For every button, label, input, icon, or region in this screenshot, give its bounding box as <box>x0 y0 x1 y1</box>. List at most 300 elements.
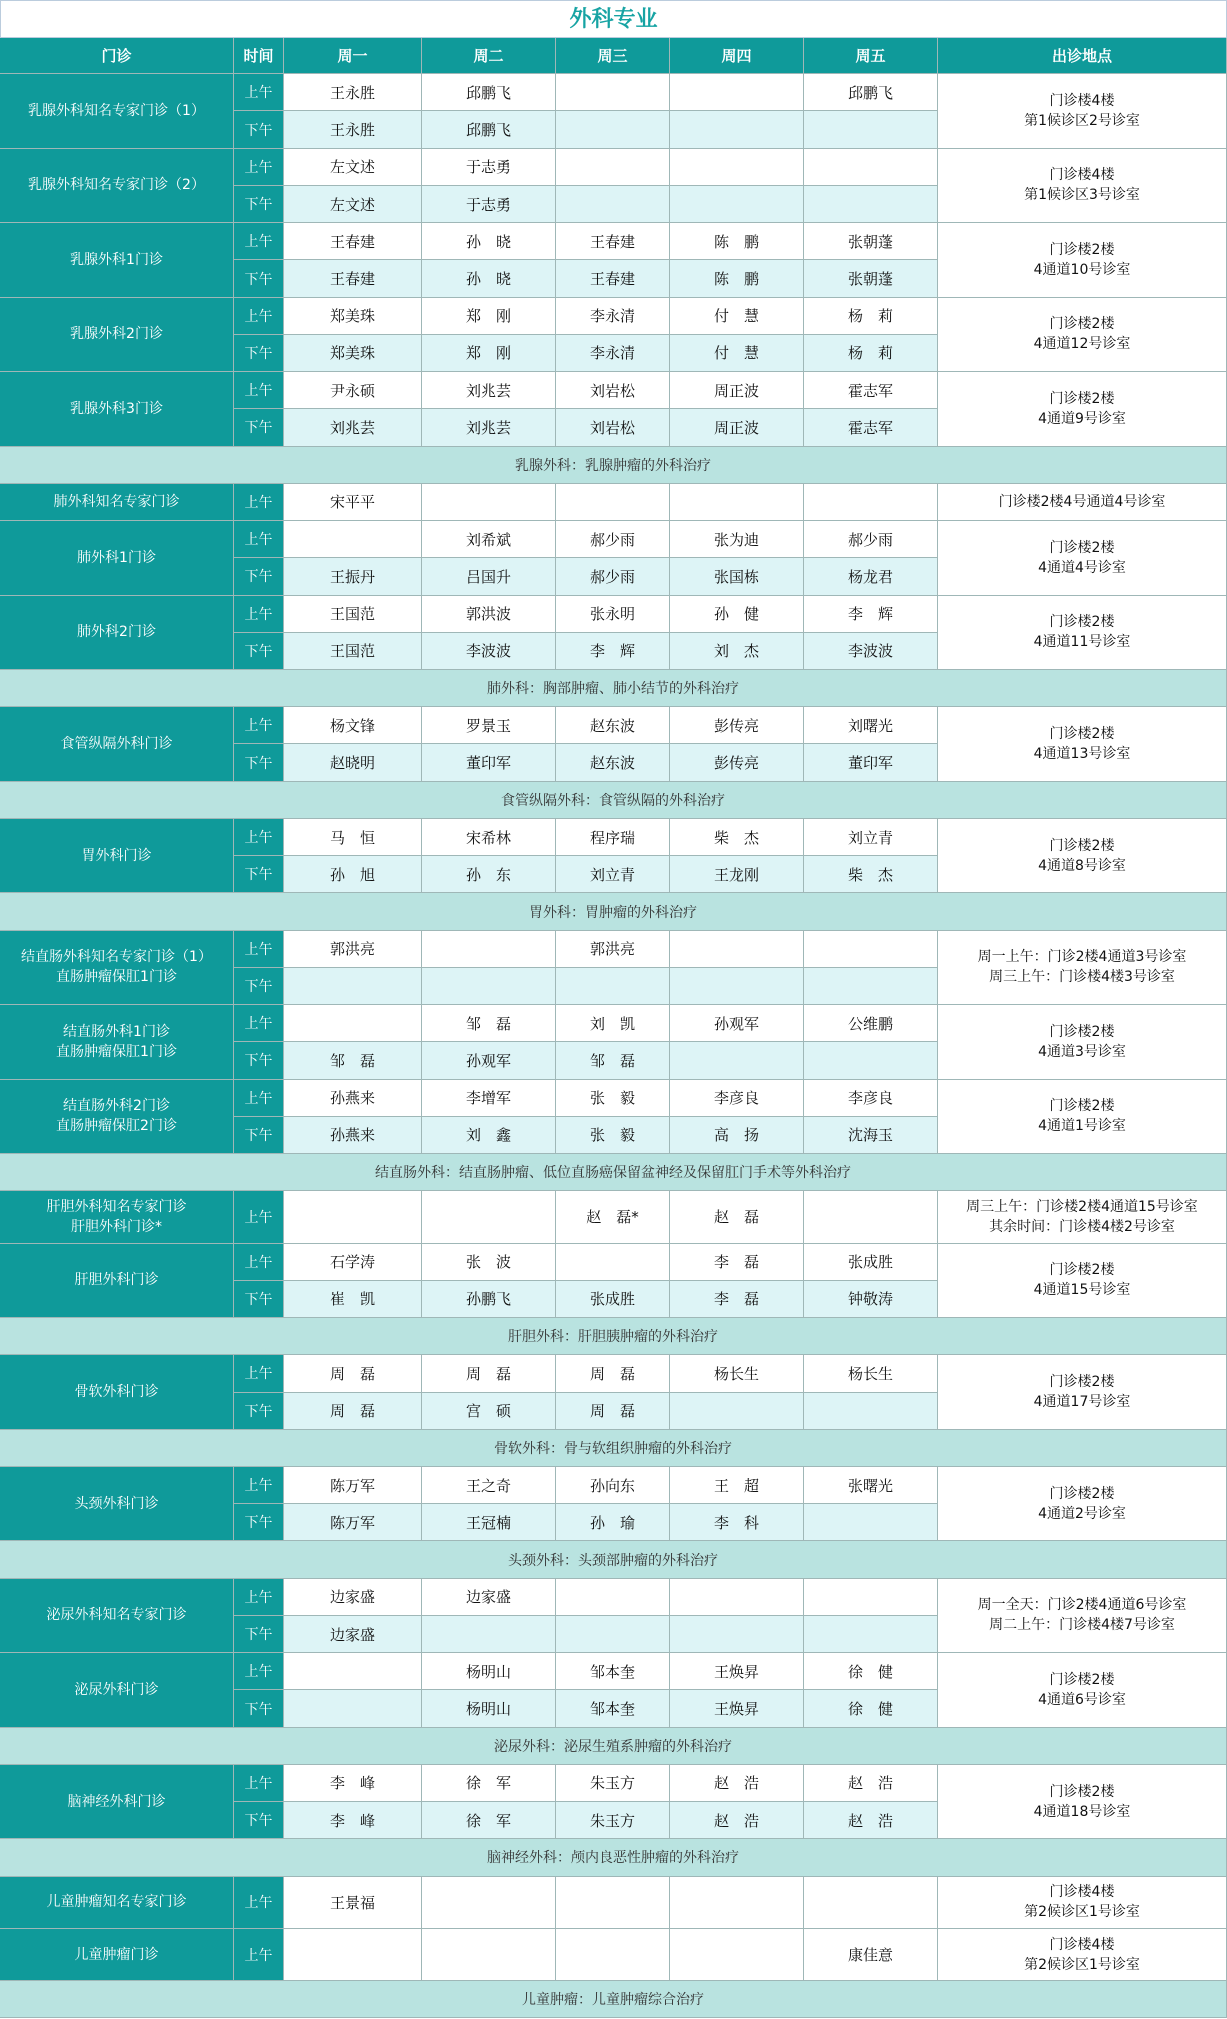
doctor-cell: 陈万军 <box>284 1504 422 1541</box>
doctor-cell: 邹 磊 <box>284 1042 422 1079</box>
doctor-cell <box>804 931 938 968</box>
doctor-cell: 杨明山 <box>422 1653 556 1690</box>
doctor-cell: 郝少雨 <box>556 521 670 558</box>
doctor-cell: 邱鹏飞 <box>422 111 556 148</box>
doctor-cell <box>670 1579 804 1616</box>
doctor-cell <box>804 1042 938 1079</box>
doctor-cell: 孙 晓 <box>422 223 556 260</box>
doctor-cell: 邹本奎 <box>556 1653 670 1690</box>
doctor-cell: 孙燕来 <box>284 1080 422 1117</box>
section-note: 胃外科：胃肿瘤的外科治疗 <box>0 893 1227 930</box>
clinic-location: 门诊楼2楼 4通道10号诊室 <box>938 223 1227 297</box>
doctor-cell: 杨文锋 <box>284 707 422 744</box>
doctor-cell <box>804 149 938 186</box>
doctor-cell: 周 磊 <box>284 1355 422 1392</box>
doctor-cell <box>422 1877 556 1929</box>
doctor-cell <box>556 111 670 148</box>
doctor-cell <box>556 1929 670 1981</box>
doctor-cell: 张为迪 <box>670 521 804 558</box>
clinic-name: 乳腺外科3门诊 <box>0 372 234 446</box>
doctor-cell <box>670 74 804 111</box>
doctor-cell: 刘 鑫 <box>422 1117 556 1154</box>
clinic-name: 食管纵隔外科门诊 <box>0 707 234 781</box>
doctor-cell: 徐 健 <box>804 1653 938 1690</box>
clinic-location: 门诊楼2楼 4通道2号诊室 <box>938 1467 1227 1541</box>
doctor-cell: 邱鹏飞 <box>422 74 556 111</box>
doctor-cell <box>284 521 422 558</box>
time-slot: 上午 <box>234 1877 284 1929</box>
doctor-cell: 付 慧 <box>670 298 804 335</box>
doctor-cell <box>670 968 804 1005</box>
doctor-cell: 李波波 <box>804 633 938 670</box>
clinic-location: 周一上午：门诊2楼4通道3号诊室 周三上午：门诊楼4楼3号诊室 <box>938 931 1227 1005</box>
doctor-cell: 王景福 <box>284 1877 422 1929</box>
doctor-cell <box>804 1191 938 1243</box>
doctor-cell: 刘兆芸 <box>422 372 556 409</box>
doctor-cell <box>422 1191 556 1243</box>
doctor-cell: 赵 浩 <box>804 1765 938 1802</box>
doctor-cell: 杨明山 <box>422 1690 556 1727</box>
doctor-cell: 赵 磊 <box>670 1191 804 1243</box>
doctor-cell: 罗景玉 <box>422 707 556 744</box>
clinic-location: 门诊楼2楼 4通道13号诊室 <box>938 707 1227 781</box>
doctor-cell: 宋希林 <box>422 819 556 856</box>
time-slot: 下午 <box>234 968 284 1005</box>
doctor-cell: 康佳意 <box>804 1929 938 1981</box>
doctor-cell <box>670 931 804 968</box>
clinic-name: 结直肠外科1门诊 直肠肿瘤保肛1门诊 <box>0 1005 234 1079</box>
doctor-cell: 王春建 <box>284 223 422 260</box>
doctor-cell <box>804 484 938 521</box>
column-header: 门诊 <box>0 38 234 74</box>
doctor-cell: 孙向东 <box>556 1467 670 1504</box>
clinic-location: 门诊楼2楼 4通道6号诊室 <box>938 1653 1227 1727</box>
column-header: 周二 <box>422 38 556 74</box>
clinic-location: 门诊楼2楼 4通道12号诊室 <box>938 298 1227 372</box>
doctor-cell <box>284 1929 422 1981</box>
doctor-cell: 柴 杰 <box>804 856 938 893</box>
doctor-cell: 李 科 <box>670 1504 804 1541</box>
time-slot: 上午 <box>234 1579 284 1616</box>
doctor-cell <box>804 1579 938 1616</box>
time-slot: 下午 <box>234 558 284 595</box>
doctor-cell: 孙 瑜 <box>556 1504 670 1541</box>
time-slot: 上午 <box>234 1191 284 1243</box>
doctor-cell: 周 磊 <box>556 1355 670 1392</box>
doctor-cell: 郑美珠 <box>284 335 422 372</box>
time-slot: 下午 <box>234 633 284 670</box>
clinic-location: 门诊楼2楼 4通道4号诊室 <box>938 521 1227 595</box>
page-title: 外科专业 <box>0 0 1227 38</box>
time-slot: 下午 <box>234 335 284 372</box>
doctor-cell: 李 磊 <box>670 1244 804 1281</box>
doctor-cell <box>556 1616 670 1653</box>
doctor-cell: 董印军 <box>422 744 556 781</box>
doctor-cell <box>556 1877 670 1929</box>
doctor-cell: 吕国升 <box>422 558 556 595</box>
time-slot: 上午 <box>234 931 284 968</box>
doctor-cell <box>670 484 804 521</box>
section-note: 泌尿外科：泌尿生殖系肿瘤的外科治疗 <box>0 1728 1227 1765</box>
clinic-name: 肝胆外科知名专家门诊 肝胆外科门诊* <box>0 1191 234 1243</box>
doctor-cell <box>556 74 670 111</box>
column-header: 时间 <box>234 38 284 74</box>
section-note: 儿童肿瘤：儿童肿瘤综合治疗 <box>0 1981 1227 2018</box>
column-header: 周五 <box>804 38 938 74</box>
clinic-location: 门诊楼2楼 4通道15号诊室 <box>938 1244 1227 1318</box>
doctor-cell: 周 磊 <box>422 1355 556 1392</box>
doctor-cell: 张 毅 <box>556 1117 670 1154</box>
section-note: 头颈外科：头颈部肿瘤的外科治疗 <box>0 1541 1227 1578</box>
clinic-name: 脑神经外科门诊 <box>0 1765 234 1839</box>
doctor-cell: 高 扬 <box>670 1117 804 1154</box>
clinic-location: 门诊楼2楼4号通道4号诊室 <box>938 484 1227 521</box>
doctor-cell: 彭传亮 <box>670 744 804 781</box>
doctor-cell: 张成胜 <box>556 1281 670 1318</box>
doctor-cell: 王春建 <box>556 260 670 297</box>
doctor-cell: 邹本奎 <box>556 1690 670 1727</box>
doctor-cell: 陈万军 <box>284 1467 422 1504</box>
clinic-location: 门诊楼4楼 第1候诊区3号诊室 <box>938 149 1227 223</box>
doctor-cell: 赵晓明 <box>284 744 422 781</box>
doctor-cell: 郝少雨 <box>556 558 670 595</box>
clinic-location: 周一全天：门诊2楼4通道6号诊室 周二上午：门诊楼4楼7号诊室 <box>938 1579 1227 1653</box>
doctor-cell: 张朝蓬 <box>804 260 938 297</box>
column-header: 周三 <box>556 38 670 74</box>
doctor-cell: 宋平平 <box>284 484 422 521</box>
time-slot: 下午 <box>234 1042 284 1079</box>
column-header: 周一 <box>284 38 422 74</box>
time-slot: 下午 <box>234 1393 284 1430</box>
section-note: 脑神经外科：颅内良恶性肿瘤的外科治疗 <box>0 1839 1227 1876</box>
doctor-cell: 王国范 <box>284 596 422 633</box>
clinic-name: 泌尿外科门诊 <box>0 1653 234 1727</box>
clinic-location: 门诊楼2楼 4通道1号诊室 <box>938 1080 1227 1154</box>
doctor-cell: 尹永硕 <box>284 372 422 409</box>
doctor-cell: 张朝蓬 <box>804 223 938 260</box>
doctor-cell: 刘岩松 <box>556 372 670 409</box>
doctor-cell: 霍志军 <box>804 409 938 446</box>
doctor-cell: 郭洪波 <box>422 596 556 633</box>
doctor-cell <box>284 968 422 1005</box>
clinic-name: 肺外科1门诊 <box>0 521 234 595</box>
time-slot: 上午 <box>234 372 284 409</box>
section-note: 食管纵隔外科：食管纵隔的外科治疗 <box>0 782 1227 819</box>
doctor-cell: 王之奇 <box>422 1467 556 1504</box>
doctor-cell <box>804 1877 938 1929</box>
clinic-name: 骨软外科门诊 <box>0 1355 234 1429</box>
doctor-cell: 霍志军 <box>804 372 938 409</box>
time-slot: 下午 <box>234 1802 284 1839</box>
clinic-location: 门诊楼4楼 第2候诊区1号诊室 <box>938 1877 1227 1929</box>
doctor-cell: 刘希斌 <box>422 521 556 558</box>
doctor-cell: 柴 杰 <box>670 819 804 856</box>
doctor-cell: 郑美珠 <box>284 298 422 335</box>
time-slot: 上午 <box>234 1080 284 1117</box>
doctor-cell: 周正波 <box>670 409 804 446</box>
doctor-cell: 杨长生 <box>804 1355 938 1392</box>
section-note: 肝胆外科：肝胆胰肿瘤的外科治疗 <box>0 1318 1227 1355</box>
doctor-cell: 张成胜 <box>804 1244 938 1281</box>
doctor-cell: 彭传亮 <box>670 707 804 744</box>
doctor-cell: 王振丹 <box>284 558 422 595</box>
doctor-cell: 赵 浩 <box>670 1765 804 1802</box>
doctor-cell: 李波波 <box>422 633 556 670</box>
clinic-location: 门诊楼4楼 第2候诊区1号诊室 <box>938 1929 1227 1981</box>
doctor-cell: 张国栋 <box>670 558 804 595</box>
doctor-cell: 李 峰 <box>284 1802 422 1839</box>
time-slot: 下午 <box>234 260 284 297</box>
clinic-location: 门诊楼2楼 4通道8号诊室 <box>938 819 1227 893</box>
doctor-cell: 钟敬涛 <box>804 1281 938 1318</box>
doctor-cell <box>670 1929 804 1981</box>
doctor-cell: 郭洪亮 <box>284 931 422 968</box>
time-slot: 下午 <box>234 1504 284 1541</box>
time-slot: 下午 <box>234 856 284 893</box>
doctor-cell: 赵东波 <box>556 707 670 744</box>
doctor-cell: 孙 晓 <box>422 260 556 297</box>
doctor-cell: 边家盛 <box>284 1616 422 1653</box>
doctor-cell: 张曙光 <box>804 1467 938 1504</box>
time-slot: 上午 <box>234 1244 284 1281</box>
doctor-cell: 郝少雨 <box>804 521 938 558</box>
time-slot: 上午 <box>234 1653 284 1690</box>
doctor-cell <box>284 1690 422 1727</box>
clinic-name: 头颈外科门诊 <box>0 1467 234 1541</box>
doctor-cell: 王龙刚 <box>670 856 804 893</box>
doctor-cell: 李 峰 <box>284 1765 422 1802</box>
time-slot: 上午 <box>234 819 284 856</box>
clinic-location: 门诊楼2楼 4通道9号诊室 <box>938 372 1227 446</box>
doctor-cell: 王春建 <box>284 260 422 297</box>
doctor-cell: 周 磊 <box>284 1393 422 1430</box>
time-slot: 下午 <box>234 744 284 781</box>
doctor-cell: 孙 东 <box>422 856 556 893</box>
time-slot: 下午 <box>234 1117 284 1154</box>
clinic-name: 胃外科门诊 <box>0 819 234 893</box>
doctor-cell <box>670 1877 804 1929</box>
doctor-cell: 李 辉 <box>804 596 938 633</box>
time-slot: 下午 <box>234 111 284 148</box>
clinic-name: 乳腺外科2门诊 <box>0 298 234 372</box>
doctor-cell: 刘立青 <box>804 819 938 856</box>
time-slot: 上午 <box>234 1765 284 1802</box>
doctor-cell: 刘兆芸 <box>422 409 556 446</box>
doctor-cell: 杨 莉 <box>804 335 938 372</box>
doctor-cell: 李永清 <box>556 335 670 372</box>
doctor-cell <box>556 1579 670 1616</box>
time-slot: 下午 <box>234 1616 284 1653</box>
clinic-name: 肝胆外科门诊 <box>0 1244 234 1318</box>
column-header: 出诊地点 <box>938 38 1227 74</box>
doctor-cell: 王永胜 <box>284 74 422 111</box>
doctor-cell <box>804 1393 938 1430</box>
doctor-cell: 刘立青 <box>556 856 670 893</box>
time-slot: 下午 <box>234 1690 284 1727</box>
doctor-cell: 董印军 <box>804 744 938 781</box>
doctor-cell: 宫 硕 <box>422 1393 556 1430</box>
doctor-cell <box>556 1244 670 1281</box>
doctor-cell: 陈 鹏 <box>670 260 804 297</box>
doctor-cell: 李彦良 <box>804 1080 938 1117</box>
doctor-cell: 刘 杰 <box>670 633 804 670</box>
clinic-name: 肺外科2门诊 <box>0 596 234 670</box>
doctor-cell: 朱玉方 <box>556 1802 670 1839</box>
doctor-cell <box>422 1616 556 1653</box>
doctor-cell: 孙鹏飞 <box>422 1281 556 1318</box>
time-slot: 下午 <box>234 1281 284 1318</box>
clinic-name: 肺外科知名专家门诊 <box>0 484 234 521</box>
time-slot: 上午 <box>234 1929 284 1981</box>
doctor-cell: 孙观军 <box>422 1042 556 1079</box>
doctor-cell: 赵 浩 <box>804 1802 938 1839</box>
time-slot: 上午 <box>234 1355 284 1392</box>
clinic-name: 泌尿外科知名专家门诊 <box>0 1579 234 1653</box>
doctor-cell: 邱鹏飞 <box>804 74 938 111</box>
doctor-cell: 孙 健 <box>670 596 804 633</box>
doctor-cell: 左文述 <box>284 149 422 186</box>
doctor-cell: 赵 浩 <box>670 1802 804 1839</box>
doctor-cell: 公维鹏 <box>804 1005 938 1042</box>
doctor-cell <box>422 931 556 968</box>
doctor-cell <box>804 111 938 148</box>
doctor-cell: 周正波 <box>670 372 804 409</box>
clinic-location: 门诊楼2楼 4通道18号诊室 <box>938 1765 1227 1839</box>
doctor-cell: 于志勇 <box>422 186 556 223</box>
time-slot: 上午 <box>234 521 284 558</box>
doctor-cell: 杨龙君 <box>804 558 938 595</box>
time-slot: 上午 <box>234 1005 284 1042</box>
doctor-cell: 周 磊 <box>556 1393 670 1430</box>
doctor-cell: 邹 磊 <box>556 1042 670 1079</box>
doctor-cell: 李 辉 <box>556 633 670 670</box>
doctor-cell <box>804 186 938 223</box>
doctor-cell: 沈海玉 <box>804 1117 938 1154</box>
doctor-cell: 王春建 <box>556 223 670 260</box>
time-slot: 上午 <box>234 149 284 186</box>
doctor-cell: 王国范 <box>284 633 422 670</box>
doctor-cell: 徐 健 <box>804 1690 938 1727</box>
doctor-cell: 程序瑞 <box>556 819 670 856</box>
doctor-cell <box>670 186 804 223</box>
section-note: 骨软外科：骨与软组织肿瘤的外科治疗 <box>0 1430 1227 1467</box>
doctor-cell <box>670 111 804 148</box>
doctor-cell: 边家盛 <box>422 1579 556 1616</box>
doctor-cell: 徐 军 <box>422 1765 556 1802</box>
clinic-name: 结直肠外科2门诊 直肠肿瘤保肛2门诊 <box>0 1080 234 1154</box>
column-header: 周四 <box>670 38 804 74</box>
schedule-table <box>0 38 1227 2019</box>
doctor-cell: 李彦良 <box>670 1080 804 1117</box>
doctor-cell <box>670 1616 804 1653</box>
time-slot: 上午 <box>234 596 284 633</box>
doctor-cell: 刘 凯 <box>556 1005 670 1042</box>
doctor-cell: 王冠楠 <box>422 1504 556 1541</box>
section-note: 结直肠外科：结直肠肿瘤、低位直肠癌保留盆神经及保留肛门手术等外科治疗 <box>0 1154 1227 1191</box>
doctor-cell: 于志勇 <box>422 149 556 186</box>
clinic-location: 周三上午：门诊楼2楼4通道15号诊室 其余时间：门诊楼4楼2号诊室 <box>938 1191 1227 1243</box>
doctor-cell: 付 慧 <box>670 335 804 372</box>
doctor-cell: 崔 凯 <box>284 1281 422 1318</box>
doctor-cell: 石学涛 <box>284 1244 422 1281</box>
doctor-cell <box>556 484 670 521</box>
time-slot: 上午 <box>234 223 284 260</box>
doctor-cell <box>804 1616 938 1653</box>
doctor-cell <box>422 968 556 1005</box>
doctor-cell: 孙 旭 <box>284 856 422 893</box>
time-slot: 下午 <box>234 186 284 223</box>
doctor-cell <box>804 968 938 1005</box>
clinic-name: 儿童肿瘤门诊 <box>0 1929 234 1981</box>
doctor-cell: 王焕昇 <box>670 1653 804 1690</box>
doctor-cell: 赵东波 <box>556 744 670 781</box>
doctor-cell: 赵 磊* <box>556 1191 670 1243</box>
doctor-cell: 徐 军 <box>422 1802 556 1839</box>
doctor-cell <box>670 1393 804 1430</box>
clinic-location: 门诊楼2楼 4通道3号诊室 <box>938 1005 1227 1079</box>
doctor-cell <box>422 484 556 521</box>
doctor-cell <box>284 1191 422 1243</box>
doctor-cell: 郭洪亮 <box>556 931 670 968</box>
doctor-cell: 朱玉方 <box>556 1765 670 1802</box>
time-slot: 上午 <box>234 74 284 111</box>
doctor-cell: 李 磊 <box>670 1281 804 1318</box>
doctor-cell: 郑 刚 <box>422 298 556 335</box>
doctor-cell <box>556 186 670 223</box>
doctor-cell: 马 恒 <box>284 819 422 856</box>
doctor-cell: 刘兆芸 <box>284 409 422 446</box>
time-slot: 上午 <box>234 707 284 744</box>
clinic-name: 乳腺外科知名专家门诊（1） <box>0 74 234 148</box>
doctor-cell: 左文述 <box>284 186 422 223</box>
doctor-cell: 刘岩松 <box>556 409 670 446</box>
doctor-cell: 陈 鹏 <box>670 223 804 260</box>
time-slot: 上午 <box>234 484 284 521</box>
clinic-name: 乳腺外科知名专家门诊（2） <box>0 149 234 223</box>
doctor-cell: 边家盛 <box>284 1579 422 1616</box>
doctor-cell: 张永明 <box>556 596 670 633</box>
time-slot: 下午 <box>234 409 284 446</box>
clinic-location: 门诊楼2楼 4通道11号诊室 <box>938 596 1227 670</box>
doctor-cell: 孙燕来 <box>284 1117 422 1154</box>
doctor-cell: 王 超 <box>670 1467 804 1504</box>
doctor-cell: 邹 磊 <box>422 1005 556 1042</box>
time-slot: 上午 <box>234 1467 284 1504</box>
doctor-cell: 刘曙光 <box>804 707 938 744</box>
doctor-cell: 杨长生 <box>670 1355 804 1392</box>
doctor-cell <box>804 1504 938 1541</box>
section-note: 肺外科：胸部肿瘤、肺小结节的外科治疗 <box>0 670 1227 707</box>
doctor-cell <box>422 1929 556 1981</box>
doctor-cell <box>284 1005 422 1042</box>
clinic-location: 门诊楼2楼 4通道17号诊室 <box>938 1355 1227 1429</box>
doctor-cell <box>556 149 670 186</box>
doctor-cell: 李永清 <box>556 298 670 335</box>
doctor-cell: 郑 刚 <box>422 335 556 372</box>
clinic-name: 乳腺外科1门诊 <box>0 223 234 297</box>
doctor-cell: 王永胜 <box>284 111 422 148</box>
doctor-cell: 王焕昇 <box>670 1690 804 1727</box>
doctor-cell <box>556 968 670 1005</box>
doctor-cell: 孙观军 <box>670 1005 804 1042</box>
clinic-name: 儿童肿瘤知名专家门诊 <box>0 1877 234 1929</box>
section-note: 乳腺外科：乳腺肿瘤的外科治疗 <box>0 447 1227 484</box>
doctor-cell <box>284 1653 422 1690</box>
doctor-cell: 杨 莉 <box>804 298 938 335</box>
time-slot: 上午 <box>234 298 284 335</box>
doctor-cell: 李增军 <box>422 1080 556 1117</box>
doctor-cell <box>670 1042 804 1079</box>
